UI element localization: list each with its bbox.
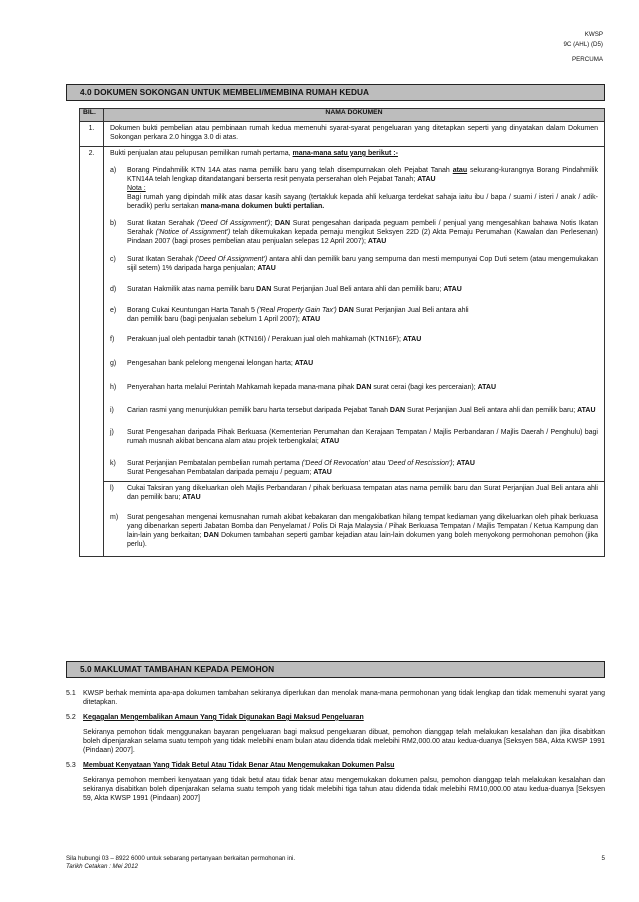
list-item: b) Surat Ikatan Serahak ('Deed Of Assignment'); DAN Surat pengesahan daripada peguam pembeli / penjual yang mengesahkan bahawa Notis Ikatan Serahak ('Notice of Assignment') telah dikemukakan kepada pemaju mengikut Seksyen 22D (2) Akta Pemaju Perumahan (Kawalan dan Perlesenan) Pindaan 2007 (bagi proses pembelian atau penjualan selepas 12 April 2007); ATAU [110,219,599,245]
item-heading: Kegagalan Mengembalikan Amaun Yang Tidak Digunakan Bagi Maksud Pengeluaran [83,713,364,721]
page-number: 5 [601,855,605,862]
list-item: h) Penyerahan harta melalui Perintah Mahkamah kepada mana-mana pihak DAN surat cerai (bagi kes perceraian); ATAU [110,384,496,392]
note-text: Bagi rumah yang dipindah milik atas dasar kasih sayang (tertakluk kepada ahli keluarga terdekat sahaja iaitu ibu / bapa / suami / isteri / anak / adik-beradik) perlu sertakan mana-mana dokumen bukti pertalian. [127,193,598,210]
list-item: 5.1 KWSP berhak meminta apa-apa dokumen tambahan sekiranya diperlukan dan menolak mana-mana permohonan yang tidak lengkap dan tidak memenuhi syarat yang ditetapkan. [66,690,605,706]
list-item: g) Pengesahan bank pelelong mengenai lelongan harta; ATAU [110,360,314,368]
note-label: Nota : [127,184,146,192]
form-code: 9C (AHL) (D5) [563,40,603,48]
documents-table [79,108,605,557]
list-item: f) Perakuan jual oleh pentadbir tanah (KTN16I) / Perakuan jual oleh mahkamah (KTN16F); ATAU [110,336,422,344]
row-intro: Bukti penjualan atau pelupusan pemilikan rumah pertama, mana-mana satu yang berikut :- [110,149,398,157]
page-footer [66,855,605,872]
section-5-title: 5.0 MAKLUMAT TAMBAHAN KEPADA PEMOHON [66,661,605,678]
table-header-row [80,109,605,122]
footer-print-date: Tarikh Cetakan : Mei 2012 [66,863,138,871]
list-item: l) Cukai Taksiran yang dikeluarkan oleh Majlis Perbandaran / pihak berkuasa tempatan atas nama pemilik baru dan Surat Perjanjian Jual Beli antara ahli dan pemilik baru; ATAU [104,481,604,503]
row-number: 1. [80,122,104,147]
list-item: a) Borang Pindahmilik KTN 14A atas nama pemilik baru yang telah disempurnakan oleh Pejabat Tanah atau sekurang-kurangnya Borang Pindahmilik KTN14A telah lengkap ditandatangani berserta resit penyata perserahan oleh Pejabat Tanah; ATAU Nota : Bagi rumah yang dipindah milik atas dasar kasih sayang (tertakluk kepada ahli keluarga terdekat sahaja iaitu ibu / bapa / suami / isteri / anak / adik-beradik) perlu sertakan mana-mana dokumen bukti pertalian. [110,166,598,210]
list-item: 5.2 Kegagalan Mengembalikan Amaun Yang Tidak Digunakan Bagi Maksud Pengeluaran Sekiranya pemohon tidak menggunakan bayaran pengeluaran bagi maksud pengeluaran dibuat, pemohon dianggap telah melakukan kesalahan dan jika disabitkan boleh dipenjarakan selama suatu tempoh yang tidak melebihi enam bulan atau didenda tidak melebihi RM2,000.00 atau kedua-duanya [Seksyen 58A, Akta KWSP 1991 (Pindaan) 2007]. [66,713,605,754]
row-number: 2. [80,146,104,556]
col-nama-header: NAMA DOKUMEN [104,109,605,122]
list-item: 5.3 Membuat Kenyataan Yang Tidak Betul Atau Tidak Benar Atau Mengemukakan Dokumen Palsu Sekiranya pemohon memberi kenyataan yang tidak betul atau tidak benar atau mengemukakan dokumen palsu, pemohon dianggap telah melakukan kesalahan dan sekiranya disabitkan boleh dipenjarakan selama suatu tempoh yang tidak melebihi tiga tahun atau didenda tidak melebihi RM10,000.00 atau kedua-duanya [Seksyen 59, Akta KWSP 1991 (Pindaan) 2007] [66,761,605,802]
list-item: m) Surat pengesahan mengenai kemusnahan rumah akibat kebakaran dan mengakibatkan hilang tempat kediaman yang dikeluarkan oleh pihak berkuasa yang dibenarkan seperti Jabatan Bomba dan Penyelamat / Polis Di Raja Malaysia / Pihak Berkuasa Tempatan / Majlis Tempatan / Ketua Kampung dan lain-lain yang berkaitan; DAN Dokumen tambahan seperti gambar kejadian atau lain-lain dokumen yang boleh menyokong permohonan pemohon (jika perlu). [110,513,598,548]
footer-contact: Sila hubungi 03 – 8922 6000 untuk sebarang pertanyaan berkaitan permohonan ini. [66,855,296,862]
list-item: d) Suratan Hakmilik atas nama pemilik baru DAN Surat Perjanjian Jual Beli antara ahli dan pemilik baru; ATAU [110,286,462,294]
list-item: k) Surat Perjanjian Pembatalan pembelian rumah pertama ('Deed Of Revocation' atau 'Deed of Rescission'); ATAU Surat Pengesahan Pembatalan daripada pemaju / peguam; ATAU [110,459,475,476]
table-row [80,146,605,556]
col-bil-header: BIL. [80,109,104,122]
list-item: i) Carian rasmi yang menunjukkan pemilik baru harta tersebut daripada Pejabat Tanah DAN Surat Perjanjian Jual Beli antara ahli dan pemilik baru; ATAU [110,407,596,415]
row-body [104,146,605,556]
form-price-label: PERCUMA [572,56,603,64]
form-org: KWSP [584,31,603,38]
table-row [80,122,605,147]
row-text: Dokumen bukti pembelian atau pembinaan rumah kedua memenuhi syarat-syarat pengeluaran yang ditetapkan seperti yang dinyatakan dalam Dokumen Sokongan perkara 2.0 hingga 3.0 di atas. [104,122,605,147]
section-5-body [66,690,605,810]
list-item: e) Borang Cukai Keuntungan Harta Tanah 5 ('Real Property Gain Tax') DAN Surat Perjanjian Jual Beli antara ahli dan pemilik baru (bagi penjualan sebelum 1 April 2007); ATAU [110,307,469,324]
section-4-title: 4.0 DOKUMEN SOKONGAN UNTUK MEMBELI/MEMBINA RUMAH KEDUA [66,84,605,101]
item-heading: Membuat Kenyataan Yang Tidak Betul Atau Tidak Benar Atau Mengemukakan Dokumen Palsu [83,761,395,769]
form-code-block [563,30,603,65]
list-item: j) Surat Pengesahan daripada Pihak Berkuasa (Kementerian Perumahan dan Kerajaan Tempatan / Majlis Perbandaran / Majlis Daerah / Penghulu) bagi rumah musnah akibat bencana alam atau projek terbengkalai; ATAU [110,429,598,446]
list-item: c) Surat Ikatan Serahak ('Deed Of Assignment') antara ahli dan pemilik baru yang sempurna dan mesti mempunyai Cop Duti setem (atau mengemukakan sijil setem) 1% daripada harga penjualan; ATAU [110,256,598,273]
